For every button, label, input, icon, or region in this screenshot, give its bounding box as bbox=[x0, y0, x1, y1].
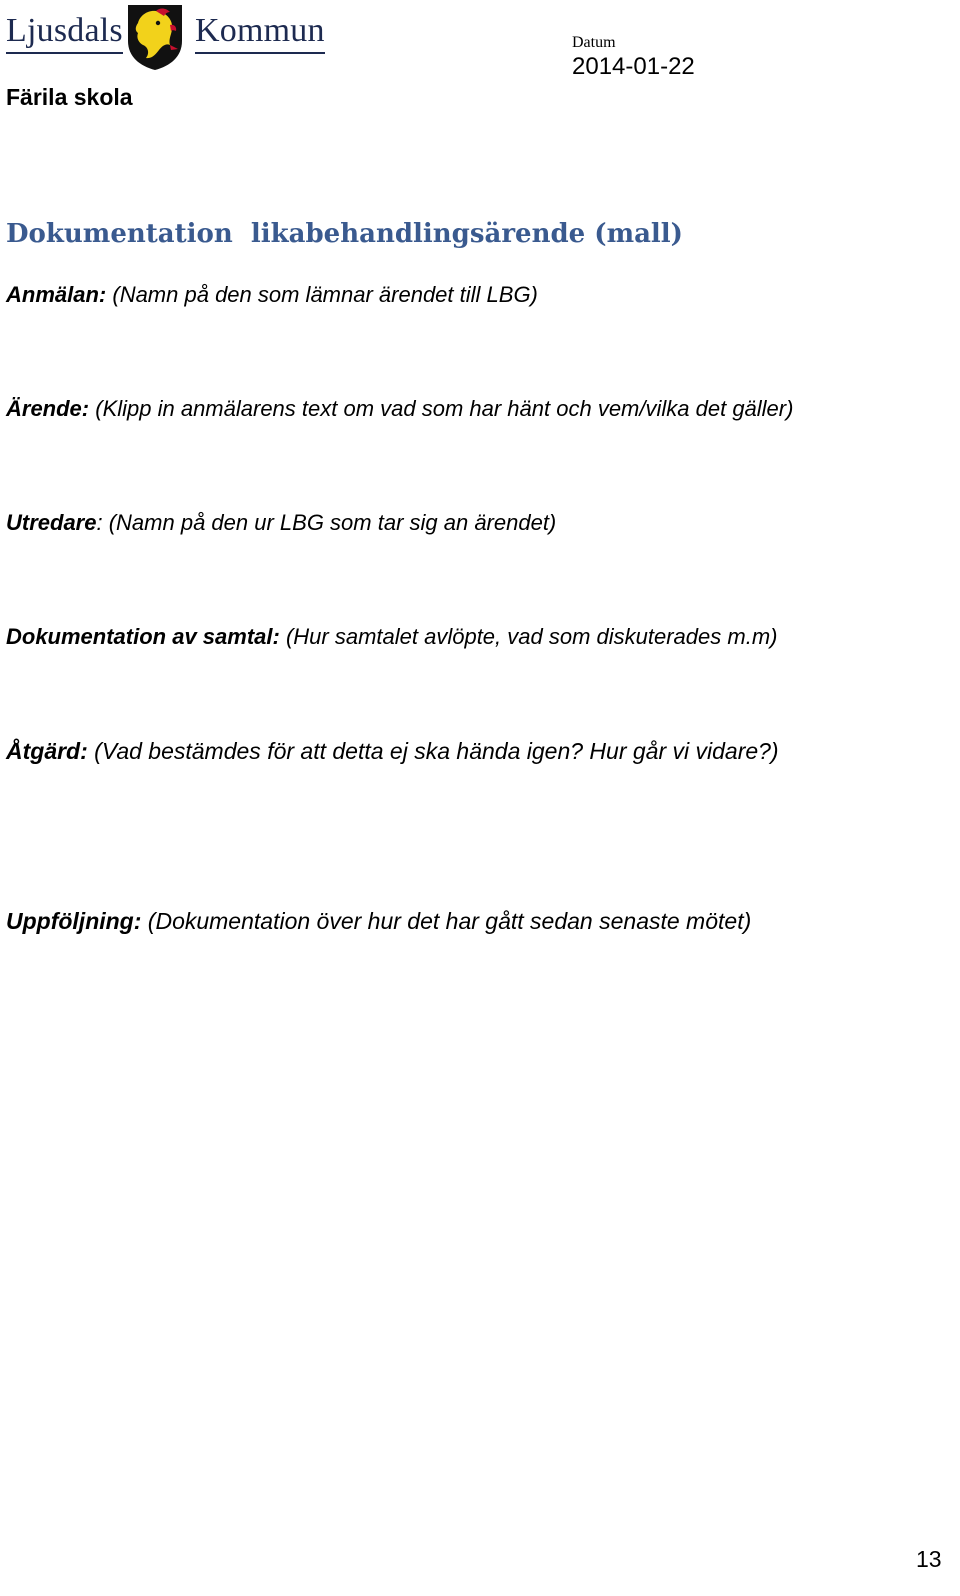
section-anmalan bbox=[6, 282, 538, 308]
section-utredare bbox=[6, 510, 556, 536]
section-label: Uppföljning: bbox=[6, 908, 142, 934]
page-number: 13 bbox=[916, 1546, 942, 1572]
section-uppfoljning bbox=[6, 908, 751, 935]
date-label: Datum bbox=[572, 34, 616, 51]
logo-text-kommun: Kommun bbox=[195, 12, 325, 49]
section-dokumentation-samtal bbox=[6, 624, 777, 650]
section-label: Anmälan: bbox=[6, 282, 107, 307]
section-label: Åtgärd: bbox=[6, 738, 88, 764]
school-name: Färila skola bbox=[6, 84, 133, 110]
logo-text-ljusdals: Ljusdals bbox=[6, 12, 123, 49]
section-placeholder-text: (Hur samtalet avlöpte, vad som diskuterades m.m) bbox=[279, 624, 778, 649]
section-placeholder-text: (Vad bestämdes för att detta ej ska hända igen? Hur går vi vidare?) bbox=[87, 738, 779, 764]
ljusdal-coat-of-arms-icon bbox=[126, 3, 184, 71]
section-atgard bbox=[6, 738, 779, 765]
section-placeholder-text: (Klipp in anmälarens text om vad som har hänt och vem/vilka det gäller) bbox=[89, 396, 794, 421]
section-placeholder-text: : (Namn på den ur LBG som tar sig an ärendet) bbox=[96, 510, 557, 535]
section-placeholder-text: (Namn på den som lämnar ärendet till LBG) bbox=[106, 282, 538, 307]
section-placeholder-text: (Dokumentation över hur det har gått sedan senaste mötet) bbox=[141, 908, 752, 934]
section-label: Utredare bbox=[6, 510, 97, 535]
date-value: 2014-01-22 bbox=[572, 53, 695, 80]
document-title: Dokumentation likabehandlingsärende (mall) bbox=[6, 219, 683, 249]
section-label: Ärende: bbox=[6, 396, 90, 421]
section-label: Dokumentation av samtal: bbox=[6, 624, 280, 649]
section-arende bbox=[6, 396, 793, 422]
